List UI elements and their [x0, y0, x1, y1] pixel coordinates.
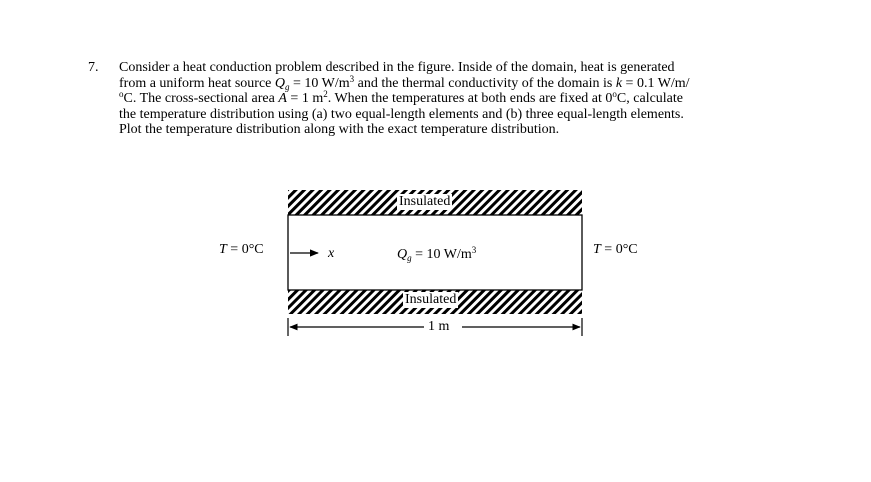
heat-source-label: $Q_g = 10$ $W/m^3$: [397, 245, 477, 263]
problem-line-2: from a uniform heat source $Q_g = 10$ $W/m^3$ and the thermal conductivity of the domain is k = 0.1 W/m/: [119, 73, 690, 92]
right-boundary-temperature: T = 0°C: [593, 242, 638, 257]
problem-line-4: the temperature distribution using (a) two equal-length elements and (b) three equal-length elements.: [119, 106, 684, 122]
x-label: x: [328, 246, 335, 261]
problem-line-3: $^o$C. The cross-sectional area A = 1 $m^2$. When the temperatures at both ends are fixed at 0$^o$C, calculate: [119, 89, 683, 106]
insulated-bottom-label: Insulated: [405, 292, 457, 307]
problem-number: 7.: [88, 60, 99, 75]
problem-line-5: Plot the temperature distribution along with the exact temperature distribution.: [119, 122, 560, 137]
length-label: 1 m: [428, 319, 450, 334]
problem-line-1: Consider a heat conduction problem described in the figure. Inside of the domain, heat is generated: [119, 60, 675, 75]
insulated-top-label: Insulated: [399, 194, 451, 209]
left-boundary-temperature: T = 0°C: [219, 242, 264, 257]
